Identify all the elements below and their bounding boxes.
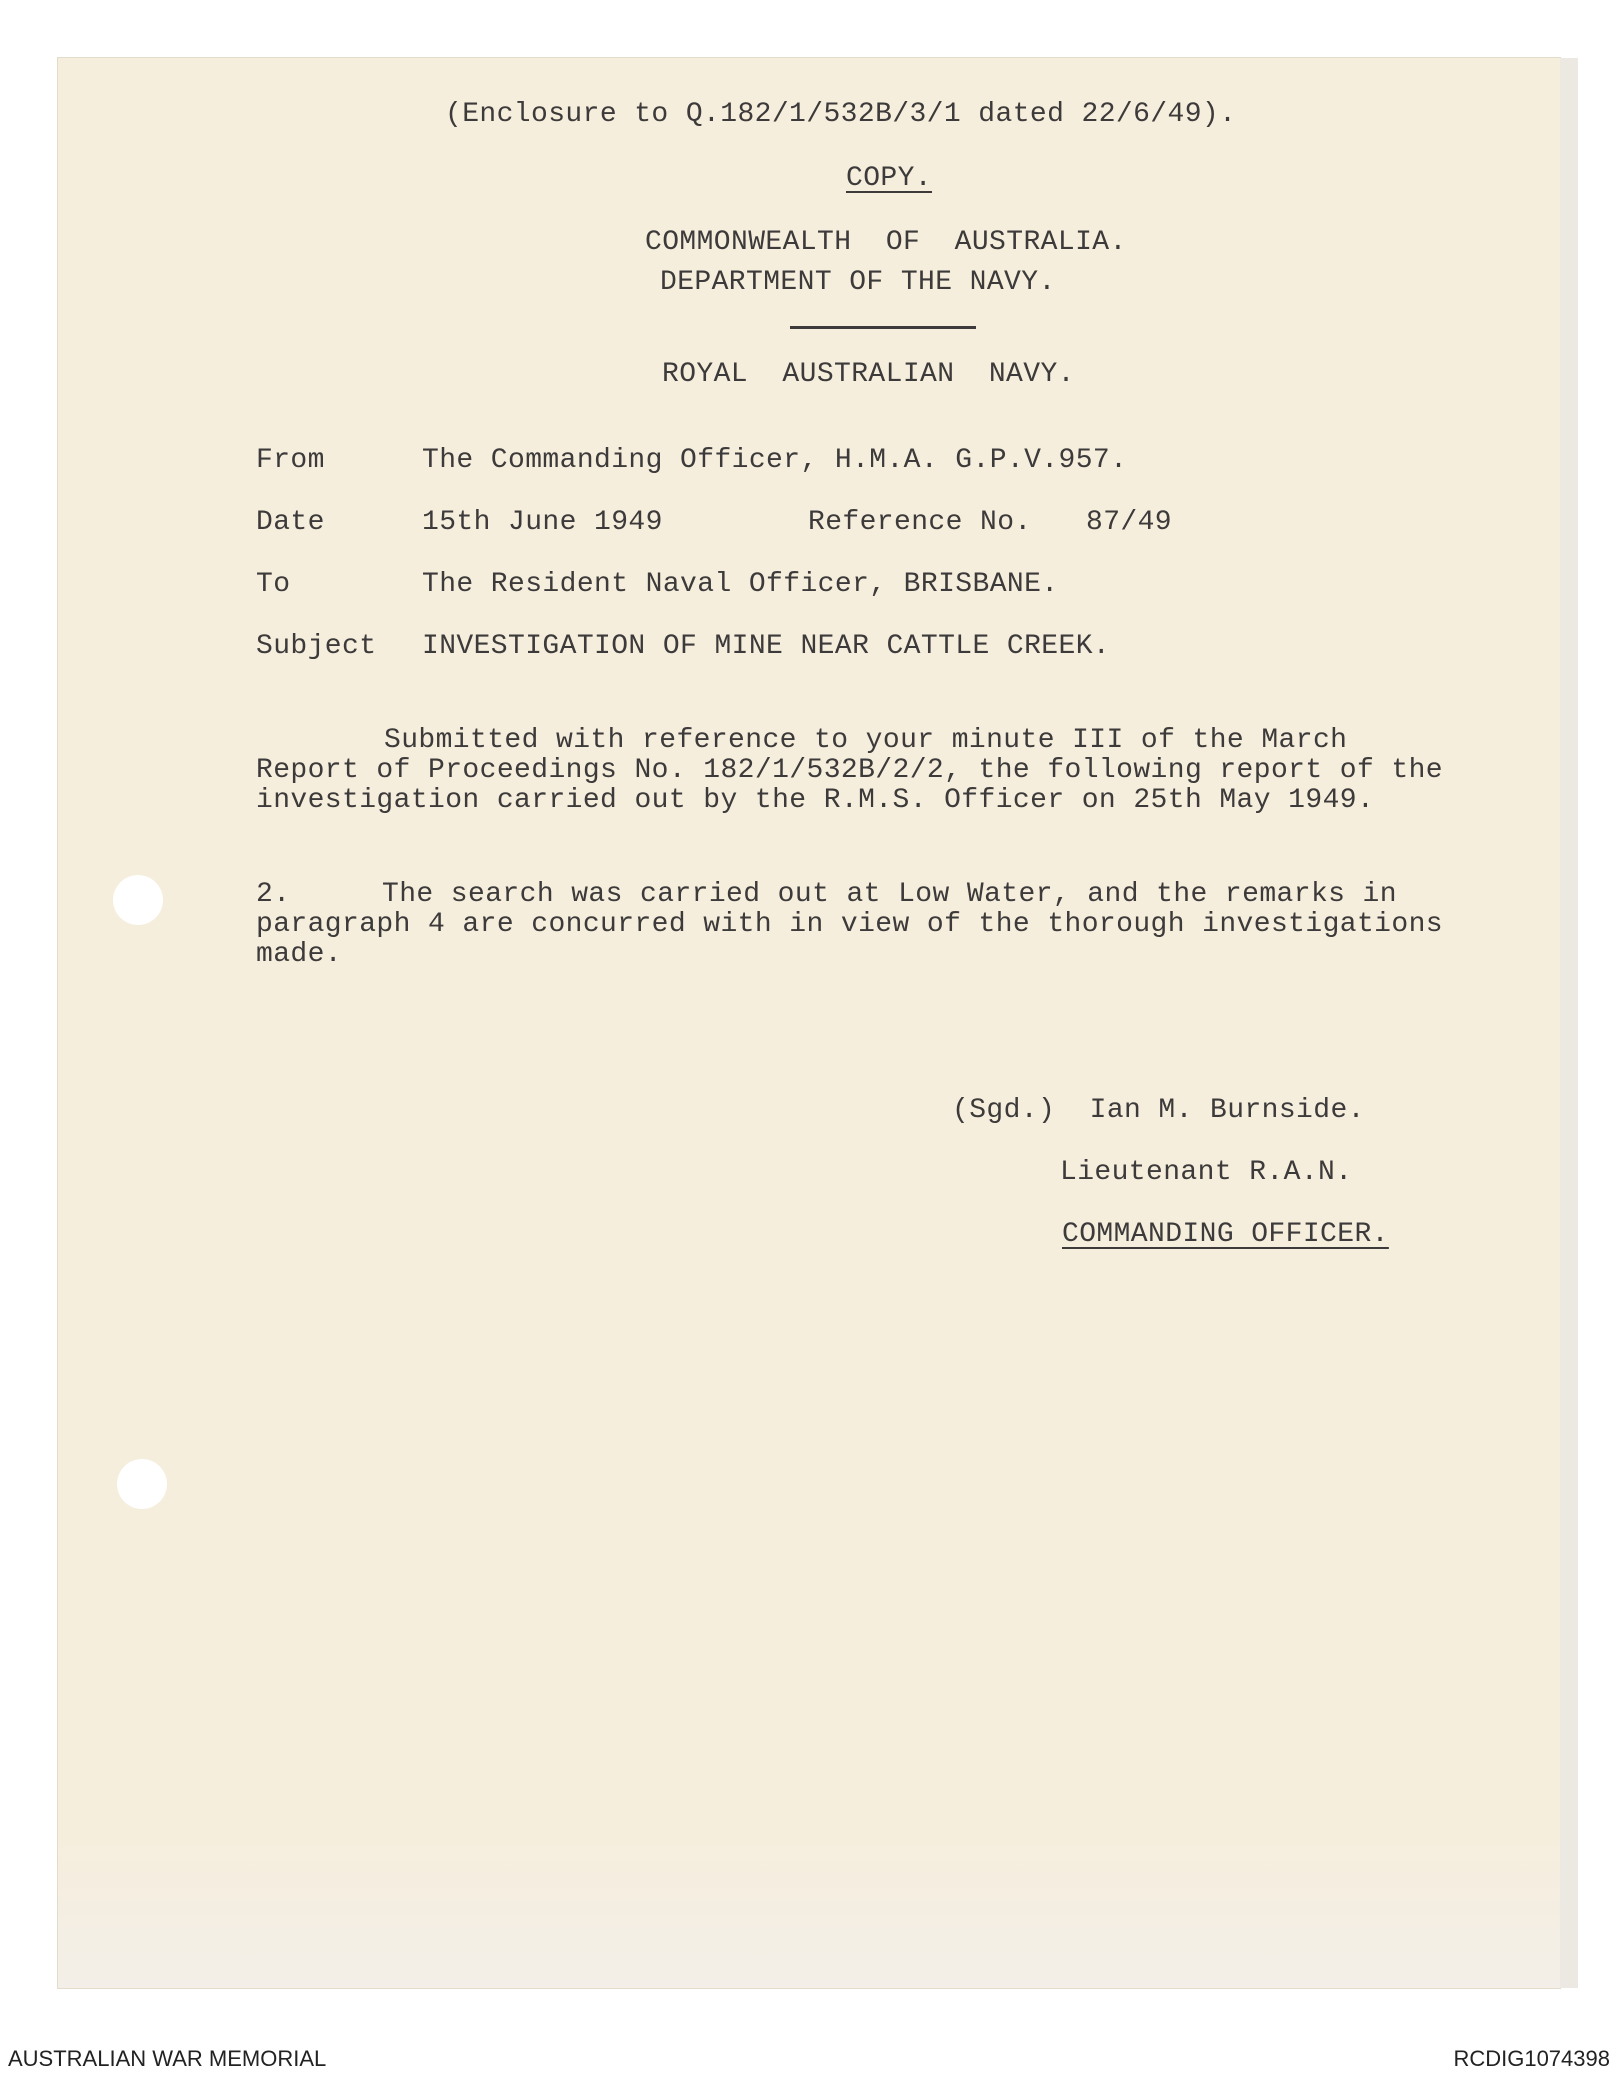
subject-value: INVESTIGATION OF MINE NEAR CATTLE CREEK. [422,631,1111,662]
to-label: To [256,569,291,600]
paragraph-2: The search was carried out at Low Water, and the remarks in paragraph 4 are concurred with in view of the thorough investigations made. [256,879,1443,970]
subject-label: Subject [256,631,377,662]
reference-value: 87/49 [1086,507,1173,538]
from-value: The Commanding Officer, H.M.A. G.P.V.957. [422,445,1128,476]
heading-commonwealth: COMMONWEALTH OF AUSTRALIA. [645,227,1127,258]
date-value: 15th June 1949 [422,507,663,538]
document-page [58,58,1560,1988]
signature-signed: (Sgd.) Ian M. Burnside. [952,1095,1365,1126]
copy-mark: COPY. [846,163,933,194]
footer-record-id: RCDIG1074398 [1453,2046,1610,2071]
page-bottom-fade [58,1828,1560,1988]
punch-hole-top [113,875,163,925]
signature-title: COMMANDING OFFICER. [1062,1219,1389,1250]
paragraph-2-number: 2. [256,879,291,910]
heading-divider [790,326,976,329]
from-label: From [256,445,325,476]
enclosure-note: (Enclosure to Q.182/1/532B/3/1 dated 22/6/49). [445,99,1237,130]
signature-rank: Lieutenant R.A.N. [1060,1157,1353,1188]
footer-archive-name: AUSTRALIAN WAR MEMORIAL [8,2046,327,2071]
date-label: Date [256,507,325,538]
heading-department: DEPARTMENT OF THE NAVY. [660,267,1056,298]
page-edge-strip [1560,58,1578,1988]
punch-hole-bottom [117,1459,167,1509]
heading-service: ROYAL AUSTRALIAN NAVY. [662,359,1075,390]
paragraph-1: Submitted with reference to your minute III of the March Report of Proceedings No. 182/1/532B/2/2, the following report of the investigation carried out by the R.M.S. Officer on 25th May 1949. [256,725,1443,816]
reference-label: Reference No. [808,507,1032,538]
to-value: The Resident Naval Officer, BRISBANE. [422,569,1059,600]
